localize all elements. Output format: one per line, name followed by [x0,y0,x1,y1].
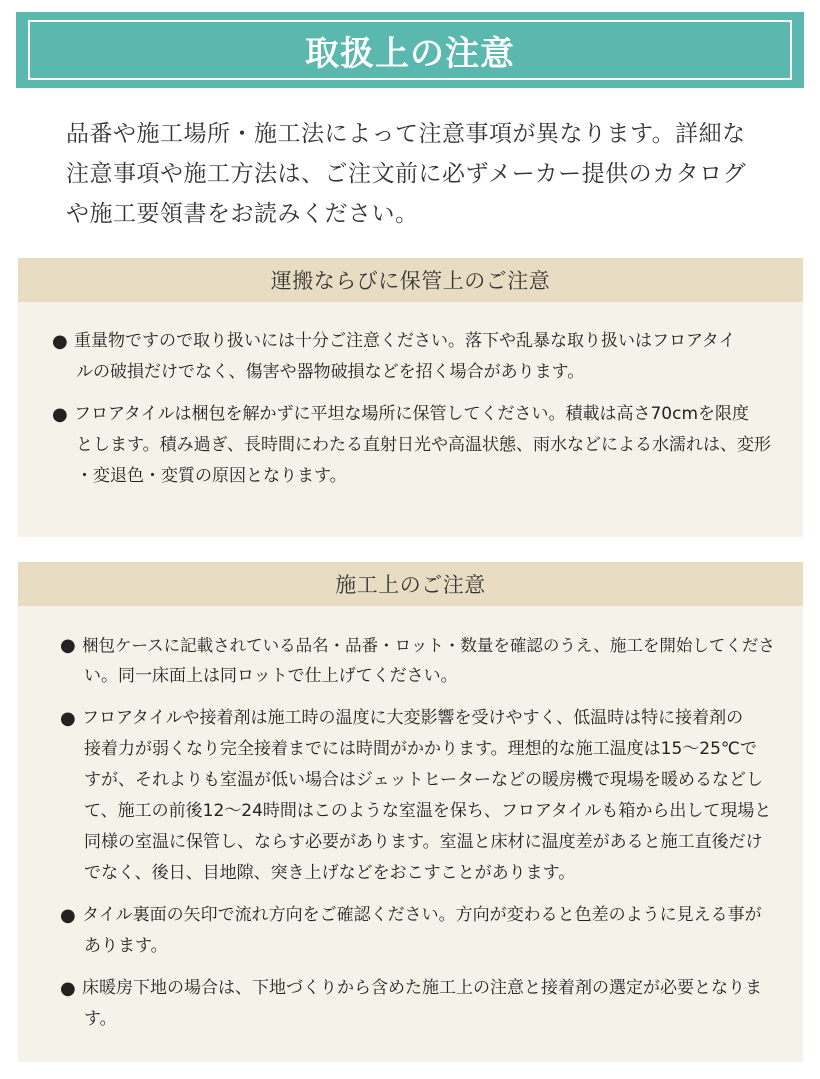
note-line: て、施工の前後12～24時間はこのような室温を保ち、フロアタイルも箱から出して現場と [84,801,772,821]
note-line: とします。積み過ぎ、長時間にわたる直射日光や高温状態、雨水などによる水濡れは、変形 [76,435,771,455]
note-line: 梱包ケースに記載されている品名・品番・ロット・数量を確認のうえ、施工を開始してくださ [82,636,775,655]
note-text [82,900,762,962]
note-list [60,630,775,1046]
note-line: フロアタイルは梱包を解かずに平坦な場所に保管してください。積載は高さ70cmを限度 [74,404,750,424]
note-text [74,399,771,492]
bullet-icon: ● [60,635,76,656]
note-line: 同様の室温に保管し、ならす必要があります。室温と床材に温度差があると施工直後だけ [84,832,763,852]
note-line: 床暖房下地の場合は、下地づくりから含めた施工上の注意と接着剤の選定が必要となりま [82,978,762,998]
bullet-icon: ● [52,331,68,352]
note-line: あります。 [84,936,168,956]
transport-storage-section [18,258,803,537]
note-text [74,326,735,388]
note-text [82,973,762,1035]
note-item [60,703,775,889]
intro-paragraph [66,114,786,234]
note-line: 重量物ですので取り扱いには十分ご注意ください。落下や乱暴な取り扱いはフロアタイ [74,331,736,351]
note-line: すが、それよりも室温が低い場合はジェットヒーターなどの暖房機で現場を暖めるなどし [84,770,763,790]
intro-line: 品番や施工場所・施工法によって注意事項が異なります。詳細な [66,121,746,147]
note-list [52,326,771,503]
note-line: でなく、後日、目地隙、突き上げなどをおこすことがあります。 [84,863,576,883]
note-line: ルの破損だけでなく、傷害や器物破損などを招く場合があります。 [76,362,585,382]
note-line: す。 [84,1009,117,1029]
note-line: ・変退色・変質の原因となります。 [76,466,347,486]
page-title: 取扱上の注意 [28,20,792,80]
bullet-icon: ● [60,905,76,926]
section-header: 運搬ならびに保管上のご注意 [18,258,803,302]
intro-line: や施工要領書をお読みください。 [66,201,419,227]
note-item [60,630,775,692]
note-line: 接着力が弱くなり完全接着までには時間がかかります。理想的な施工温度は15～25℃で [84,739,757,759]
installation-section [18,562,803,1062]
note-item [52,399,771,492]
bullet-icon: ● [60,978,76,999]
section-header: 施工上のご注意 [18,562,803,606]
note-item [52,326,771,388]
intro-line: 注意事項や施工方法は、ご注文前に必ずメーカー提供のカタログ [66,161,747,187]
note-line: い。同一床面上は同ロットで仕上げてください。 [84,666,458,686]
note-line: タイル裏面の矢印で流れ方向をご確認ください。方向が変わると色差のように見える事が [82,905,762,925]
note-item [60,973,775,1035]
title-banner [16,12,804,88]
note-text [82,703,771,889]
note-text [82,630,775,692]
note-item [60,900,775,962]
bullet-icon: ● [60,708,76,729]
note-line: フロアタイルや接着剤は施工時の温度に大変影響を受けやすく、低温時は特に接着剤の [82,708,744,728]
bullet-icon: ● [52,404,68,425]
